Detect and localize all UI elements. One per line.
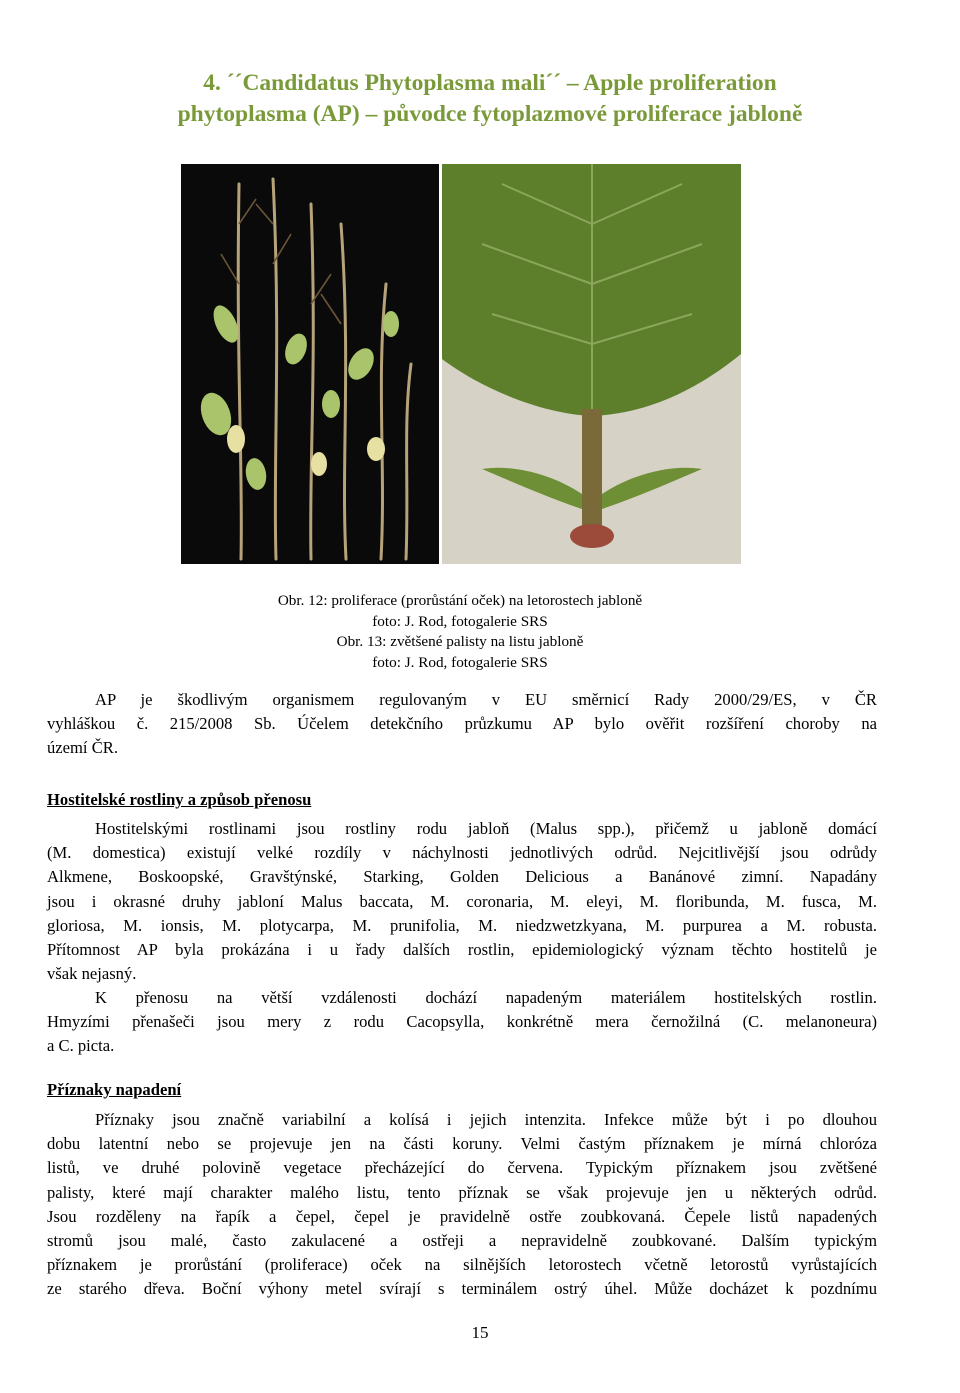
transmission-line-2: Hmyzími přenašeči jsou mery z rodu Cacopsylla, konkrétně mera černožilná (C. melanoneura)	[47, 1012, 877, 1032]
host-line-2: (M. domestica) existují velké rozdíly v náchylnosti jednotlivých odrůd. Nejcitlivější jsou odrůdy	[47, 843, 877, 863]
symptoms-line-8: ze starého dřeva. Boční výhony metel svírají s terminálem ostrý úhel. Může docházet k pozdnímu	[47, 1279, 877, 1299]
symptoms-line-6: stromů jsou malé, často zakulacené a ostřeji a nepravidelně zoubkované. Dalším typickým	[47, 1231, 877, 1251]
host-line-5: gloriosa, M. ionsis, M. plotycarpa, M. prunifolia, M. niedzwetzkyana, M. purpurea a M. robusta.	[47, 915, 877, 935]
host-line-1: Hostitelskými rostlinami jsou rostliny rodu jabloň (Malus spp.), přičemž u jabloně domácí	[95, 819, 877, 838]
page-number: 15	[471, 1323, 489, 1342]
symptoms-line-5: Jsou rozděleny na řapík a čepel, čepel je pravidelně ostře zoubkovaná. Čepele listů napadených	[47, 1206, 877, 1226]
heading-symptoms: Příznaky napadení	[47, 1080, 182, 1099]
caption-figure-13: Obr. 13: zvětšené palisty na listu jabloně	[336, 633, 584, 650]
apple-proliferation-shoots-photo	[181, 164, 439, 564]
symptoms-line-3: listů, ve druhé polovině vegetace přecházející do červena. Typickým příznakem jsou zvětšené	[47, 1158, 877, 1178]
host-line-7: však nejasný.	[47, 964, 137, 984]
caption-figure-12: Obr. 12: proliferace (prorůstání oček) na letorostech jabloně	[277, 592, 643, 609]
symptoms-line-7: příznakem je prorůstání (proliferace) oček na silnějších letorostech včetně letorostů vyrůstajících	[47, 1255, 877, 1275]
host-line-4: jsou i okrasné druhy jabloní Malus baccata, M. coronaria, M. eleyi, M. floribunda, M. fusca, M.	[47, 891, 877, 911]
caption-credit-12: foto: J. Rod, fotogalerie SRS	[372, 612, 548, 630]
symptoms-line-2: dobu latentní nebo se projevuje jen na části koruny. Velmi častým příznakem je mírná chloróza	[47, 1134, 877, 1154]
figure-photos	[181, 164, 741, 564]
transmission-line-3: a C. picta.	[47, 1036, 115, 1056]
figure-captions	[180, 591, 740, 673]
host-line-6: Přítomnost AP byla prokázána i u řady dalších rostlin, epidemiologický význam těchto hostitelů je	[47, 940, 877, 960]
transmission-paragraph	[47, 986, 877, 1059]
symptoms-paragraph	[47, 1108, 877, 1302]
title-line-1: 4. ´´Candidatus Phytoplasma mali´´ – Apple proliferation	[203, 70, 777, 96]
symptoms-line-1: Příznaky jsou značně variabilní a kolísá i jejich intenzita. Infekce může být i po dlouhou	[95, 1110, 877, 1129]
caption-credit-13: foto: J. Rod, fotogalerie SRS	[372, 653, 548, 671]
intro-line-3: území ČR.	[47, 738, 118, 758]
title-line-2: phytoplasma (AP) – původce fytoplazmové proliferace jabloně	[177, 101, 803, 127]
heading-host-plants: Hostitelské rostliny a způsob přenosu	[47, 790, 312, 809]
intro-paragraph	[47, 688, 877, 761]
symptoms-line-4: palisty, které mají charakter malého listu, tento příznak se však projevuje jen u některých odrůd.	[47, 1182, 877, 1202]
host-plants-paragraph	[47, 817, 877, 986]
enlarged-stipules-leaf-photo	[442, 164, 741, 564]
transmission-line-1: K přenosu na větší vzdálenosti dochází napadeným materiálem hostitelských rostlin.	[95, 988, 877, 1007]
host-line-3: Alkmene, Boskoopské, Gravštýnské, Starking, Golden Delicious a Banánové zimní. Napadány	[47, 867, 877, 887]
intro-line-2: vyhláškou č. 215/2008 Sb. Účelem detekčního průzkumu AP bylo ověřit rozšíření choroby na	[47, 714, 877, 734]
intro-line-1: AP je škodlivým organismem regulovaným v EU směrnicí Rady 2000/29/ES, v ČR	[95, 690, 877, 709]
page-title	[90, 68, 890, 130]
